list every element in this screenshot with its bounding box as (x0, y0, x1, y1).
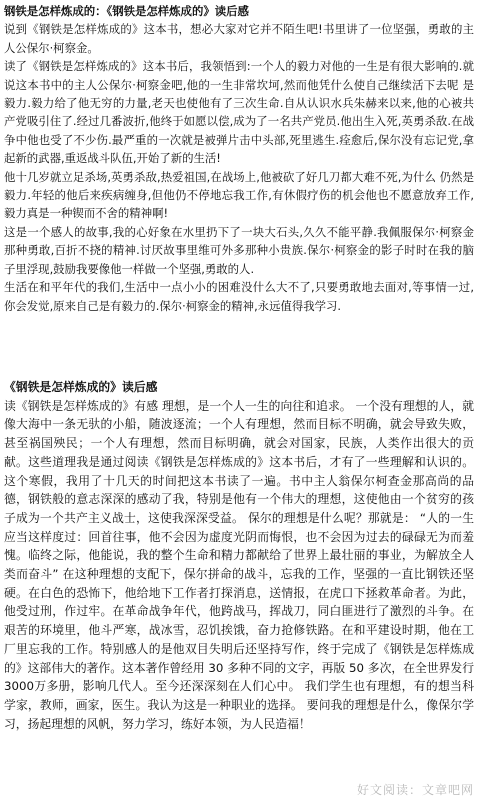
essay-second-title: 《钢铁是怎样炼成的》读后感 (4, 380, 158, 394)
essay-second (4, 378, 474, 733)
essay-first-paragraph-1: 说到《钢铁是怎样炼成的》这本书，想必大家对它并不陌生吧!书里讲了一位坚强，勇敢的主人公保尔·柯察金。 (4, 22, 474, 55)
essay-first-paragraph-3: 他十几岁就立足杀场,英勇杀敌,热爱祖国,在战场上,他被砍了好几刀都大难不死,为什么 仍然是毅力.年轻的他后来疾病缠身,但他仍不停地忘我工作,有休假疗伤的机会他也不愿意放弃工作,毅力真是一种锲而不舍的精神啊! (4, 169, 474, 221)
essay-first-title: 钢铁是怎样炼成的：《钢铁是怎样炼成的》读后感 (4, 4, 249, 18)
essay-first-paragraph-4: 这是一个感人的故事,我的心好象在水里扔下了一块大石头,久久不能平静.我佩服保尔·柯察金那种勇敢,百折不挠的精神.讨厌故事里维可外多那种小贵族.保尔·柯察金的影子时时在我的脑子里浮现,鼓励我要像他一样做一个坚强,勇敢的人. (4, 224, 474, 276)
essay-first-paragraph-5: 生活在和平年代的我们,生活中一点小小的困难没什么大不了,只要勇敢地去面对,等事情一过,你会发觉,原来自己是有毅力的.保尔·柯察金的精神,永远值得我学习. (4, 280, 474, 313)
site-watermark: 好文阅读：文章吧网 (356, 783, 474, 797)
essay-second-paragraph-1: 读《钢铁是怎样炼成的》有感 理想，是一个人一生的向往和追求。 一个没有理想的人，就像大海中一条无驮的小船，随波逐流；一个人有理想，然而目标不明确，就会导致失败，甚至祸国殃民；一个人有理想，然而目标明确，就会对国家，民族，人类作出很大的贡献。这些道理我是通过阅读《钢铁是怎样炼成的》这本书后，才有了一些理解和认识的。 这个寒假，我用了十几天的时间把这本书读了一遍。书中主人翁保尔柯查金那高尚的品德，钢铁般的意志深深的感动了我，特别是他有一个伟大的理想，这使他由一个贫穷的孩子成为一个共产主义战士，这使我深深受益。 保尔的理想是什么呢？那就是： “人的一生应当这样度过：回首往事，他不会因为虚度光阴而悔恨，也不会因为过去的碌碌无为而羞愧。临终之际，他能说，我的整个生命和精力都献给了世界上最壮丽的事业，为解放全人类而奋斗” 在这种理想的支配下，保尔拼命的战斗，忘我的工作，坚强的一直比钢铁还坚硬。在白色的恐怖下，他给地下工作者打探消息，送情报，在虎口下拯救革命者。为此，他受过刑，作过牢。在革命战争年代，他跨战马，挥战刀，同白匪进行了激烈的斗争。在艰苦的环境里，他斗严寒，战冰雪，忍饥挨饿，奋力抢修铁路。在和平建设时期，他在工厂里忘我的工作。特别感人的是他双目失明后还坚持写作，终于完成了《钢铁是怎样炼成的》这部伟大的著作。这本著作曾经用 30 多种不同的文字，再版 50 多次，在全世界发行 3000万多册，影响几代人。至今还深深刻在人们心中。 我们学生也有理想，有的想当科学家，教师，画家，医生。我认为这是一种职业的选择。 要问我的理想是什么，像保尔学习，扬起理想的风帆，努力学习，练好本领，为人民造福！ (4, 398, 474, 731)
essay-first-paragraph-2: 读了《钢铁是怎样炼成的》这本书后，我领悟到:一个人的毅力对他的一生是有很大影响的.就说这本书中的主人公保尔·柯察金吧,他的一生非常坎坷,然而他凭什么使自己继续活下去呢 是毅力.毅力给了他无穷的力量,老天也使他有了三次生命.自从认识水兵朱赫来以来,他的心被共产党吸引住了.经过几番波折,他终于如愿以偿,成为了一名共产党员.他出生入死,英勇杀敌.在战争中他也受了不少伤.最严重的一次就是被弹片击中头部,死里逃生.痊愈后,保尔没有忘记党,拿起新的武器,重返战斗队伍,开始了新的生活! (4, 59, 474, 166)
essay-first (4, 2, 474, 315)
